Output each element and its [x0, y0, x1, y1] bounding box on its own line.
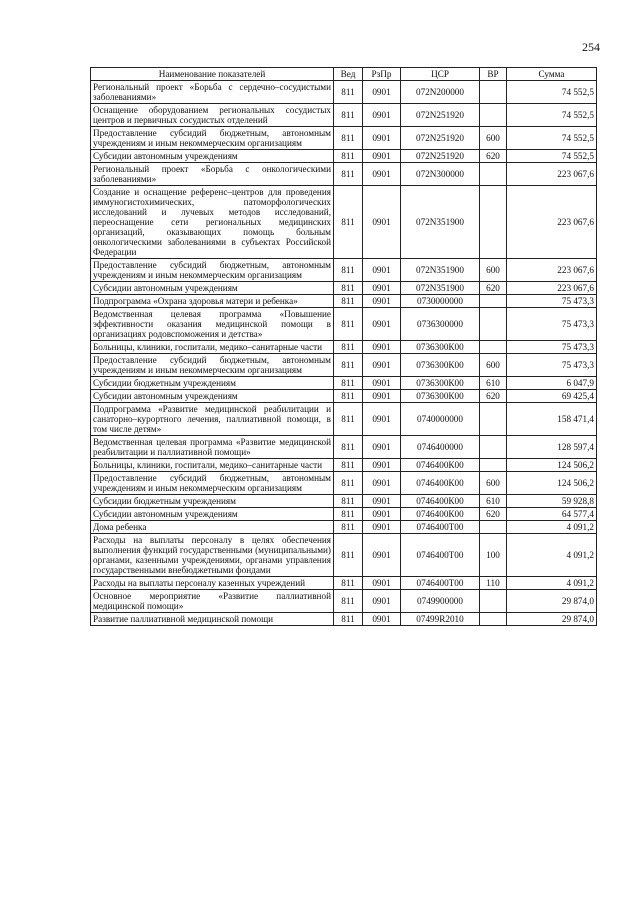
cell-csr: 072N251920 — [401, 127, 480, 150]
table-row — [91, 81, 597, 104]
header-name: Наименование показателей — [91, 68, 334, 81]
table-row — [91, 495, 597, 508]
table-row — [91, 295, 597, 308]
cell-sum: 75 473,3 — [507, 295, 597, 308]
cell-vr: 610 — [480, 377, 507, 390]
cell-csr: 072N351900 — [401, 282, 480, 295]
table-row — [91, 104, 597, 127]
cell-name: Предоставление субсидий бюджетным, автономным учреждениям и иным некоммерческим организациям — [91, 472, 334, 495]
cell-ved: 811 — [334, 577, 363, 590]
cell-sum: 223 067,6 — [507, 282, 597, 295]
cell-name: Ведомственная целевая программа «Развитие медицинской реабилитации и паллиативной помощи» — [91, 436, 334, 459]
cell-name: Развитие паллиативной медицинской помощи — [91, 613, 334, 626]
cell-csr: 0736300000 — [401, 308, 480, 341]
cell-rzpr: 0901 — [363, 81, 401, 104]
cell-ved: 811 — [334, 521, 363, 534]
cell-rzpr: 0901 — [363, 590, 401, 613]
cell-csr: 0746400К00 — [401, 508, 480, 521]
cell-name: Больницы, клиники, госпитали, медико–санитарные части — [91, 459, 334, 472]
cell-rzpr: 0901 — [363, 436, 401, 459]
cell-vr — [480, 521, 507, 534]
cell-csr: 0746400Т00 — [401, 577, 480, 590]
cell-sum: 128 597,4 — [507, 436, 597, 459]
cell-sum: 223 067,6 — [507, 259, 597, 282]
cell-rzpr: 0901 — [363, 282, 401, 295]
cell-rzpr: 0901 — [363, 472, 401, 495]
cell-vr: 620 — [480, 390, 507, 403]
header-ved: Вед — [334, 68, 363, 81]
table-row — [91, 127, 597, 150]
cell-sum: 74 552,5 — [507, 127, 597, 150]
cell-csr: 0740000000 — [401, 403, 480, 436]
cell-name: Дома ребенка — [91, 521, 334, 534]
table-row — [91, 354, 597, 377]
cell-name: Субсидии бюджетным учреждениям — [91, 495, 334, 508]
cell-name: Предоставление субсидий бюджетным, автономным учреждениям и иным некоммерческим организациям — [91, 354, 334, 377]
header-sum: Сумма — [507, 68, 597, 81]
table-row — [91, 613, 597, 626]
cell-rzpr: 0901 — [363, 390, 401, 403]
cell-sum: 64 577,4 — [507, 508, 597, 521]
cell-csr: 0736300К00 — [401, 377, 480, 390]
cell-vr — [480, 613, 507, 626]
table-row — [91, 534, 597, 577]
cell-rzpr: 0901 — [363, 259, 401, 282]
cell-sum: 223 067,6 — [507, 186, 597, 259]
cell-sum: 124 506,2 — [507, 459, 597, 472]
table-row — [91, 259, 597, 282]
cell-rzpr: 0901 — [363, 341, 401, 354]
cell-vr: 100 — [480, 534, 507, 577]
cell-ved: 811 — [334, 534, 363, 577]
cell-sum: 29 874,0 — [507, 590, 597, 613]
cell-vr: 600 — [480, 354, 507, 377]
cell-name: Субсидии автономным учреждениям — [91, 282, 334, 295]
cell-rzpr: 0901 — [363, 186, 401, 259]
cell-rzpr: 0901 — [363, 403, 401, 436]
cell-rzpr: 0901 — [363, 577, 401, 590]
cell-vr — [480, 186, 507, 259]
table-row — [91, 308, 597, 341]
cell-vr — [480, 436, 507, 459]
cell-sum: 75 473,3 — [507, 354, 597, 377]
cell-ved: 811 — [334, 341, 363, 354]
cell-csr: 07499R2010 — [401, 613, 480, 626]
cell-ved: 811 — [334, 282, 363, 295]
header-csr: ЦСР — [401, 68, 480, 81]
cell-csr: 0736300К00 — [401, 341, 480, 354]
header-rzpr: РзПр — [363, 68, 401, 81]
cell-csr: 072N300000 — [401, 163, 480, 186]
cell-name: Субсидии бюджетным учреждениям — [91, 377, 334, 390]
cell-sum: 4 091,2 — [507, 534, 597, 577]
cell-sum: 75 473,3 — [507, 308, 597, 341]
cell-vr: 620 — [480, 508, 507, 521]
cell-sum: 29 874,0 — [507, 613, 597, 626]
cell-vr: 110 — [480, 577, 507, 590]
cell-vr — [480, 341, 507, 354]
cell-rzpr: 0901 — [363, 459, 401, 472]
cell-name: Основное мероприятие «Развитие паллиативной медицинской помощи» — [91, 590, 334, 613]
cell-name: Предоставление субсидий бюджетным, автономным учреждениям и иным некоммерческим организациям — [91, 259, 334, 282]
cell-ved: 811 — [334, 163, 363, 186]
table-row — [91, 186, 597, 259]
cell-ved: 811 — [334, 295, 363, 308]
cell-name: Расходы на выплаты персоналу казенных учреждений — [91, 577, 334, 590]
cell-ved: 811 — [334, 127, 363, 150]
cell-vr — [480, 590, 507, 613]
cell-name: Субсидии автономным учреждениям — [91, 508, 334, 521]
cell-name: Субсидии автономным учреждениям — [91, 150, 334, 163]
cell-ved: 811 — [334, 259, 363, 282]
cell-ved: 811 — [334, 390, 363, 403]
table-row — [91, 341, 597, 354]
cell-name: Предоставление субсидий бюджетным, автономным учреждениям и иным некоммерческим организациям — [91, 127, 334, 150]
cell-vr — [480, 104, 507, 127]
cell-vr — [480, 81, 507, 104]
cell-csr: 0746400К00 — [401, 459, 480, 472]
table-row — [91, 459, 597, 472]
table-row — [91, 403, 597, 436]
table-row — [91, 150, 597, 163]
cell-csr: 0746400Т00 — [401, 534, 480, 577]
budget-table — [90, 67, 597, 626]
cell-ved: 811 — [334, 81, 363, 104]
cell-vr — [480, 295, 507, 308]
cell-name: Подпрограмма «Охрана здоровья матери и ребенка» — [91, 295, 334, 308]
cell-sum: 69 425,4 — [507, 390, 597, 403]
cell-ved: 811 — [334, 590, 363, 613]
cell-sum: 74 552,5 — [507, 104, 597, 127]
page-number: 254 — [582, 40, 600, 54]
cell-ved: 811 — [334, 186, 363, 259]
cell-sum: 223 067,6 — [507, 163, 597, 186]
cell-ved: 811 — [334, 403, 363, 436]
cell-vr: 600 — [480, 259, 507, 282]
cell-ved: 811 — [334, 495, 363, 508]
cell-sum: 158 471,4 — [507, 403, 597, 436]
cell-rzpr: 0901 — [363, 308, 401, 341]
cell-sum: 4 091,2 — [507, 577, 597, 590]
table-row — [91, 163, 597, 186]
cell-csr: 0749900000 — [401, 590, 480, 613]
cell-name: Оснащение оборудованием региональных сосудистых центров и первичных сосудистых отделений — [91, 104, 334, 127]
cell-csr: 0746400000 — [401, 436, 480, 459]
cell-sum: 74 552,5 — [507, 150, 597, 163]
cell-rzpr: 0901 — [363, 521, 401, 534]
header-vr: ВР — [480, 68, 507, 81]
cell-csr: 072N251920 — [401, 150, 480, 163]
cell-vr: 620 — [480, 150, 507, 163]
cell-name: Создание и оснащение референс–центров для проведения иммуногистохимических, патоморфологических исследований и лучевых методов исследований, переоснащение сети региональных медицинских организаций, оказывающих помощь больным онкологическими заболеваниями в субъектах Российской Федерации — [91, 186, 334, 259]
cell-csr: 072N351900 — [401, 186, 480, 259]
table-row — [91, 590, 597, 613]
cell-sum: 124 506,2 — [507, 472, 597, 495]
cell-rzpr: 0901 — [363, 150, 401, 163]
cell-csr: 0746400К00 — [401, 472, 480, 495]
table-row — [91, 436, 597, 459]
header-row — [91, 68, 597, 81]
cell-name: Региональный проект «Борьба с онкологическими заболеваниями» — [91, 163, 334, 186]
cell-ved: 811 — [334, 508, 363, 521]
cell-sum: 74 552,5 — [507, 81, 597, 104]
cell-vr: 600 — [480, 472, 507, 495]
table-row — [91, 508, 597, 521]
cell-vr — [480, 403, 507, 436]
cell-rzpr: 0901 — [363, 163, 401, 186]
cell-rzpr: 0901 — [363, 508, 401, 521]
cell-sum: 59 928,8 — [507, 495, 597, 508]
cell-csr: 0736300К00 — [401, 390, 480, 403]
cell-csr: 072N200000 — [401, 81, 480, 104]
cell-ved: 811 — [334, 436, 363, 459]
cell-ved: 811 — [334, 459, 363, 472]
cell-ved: 811 — [334, 377, 363, 390]
cell-rzpr: 0901 — [363, 354, 401, 377]
table-body — [91, 81, 597, 626]
cell-sum: 4 091,2 — [507, 521, 597, 534]
cell-vr — [480, 308, 507, 341]
cell-vr: 610 — [480, 495, 507, 508]
cell-vr — [480, 163, 507, 186]
cell-rzpr: 0901 — [363, 534, 401, 577]
cell-vr: 620 — [480, 282, 507, 295]
cell-rzpr: 0901 — [363, 495, 401, 508]
table-header — [91, 68, 597, 81]
cell-rzpr: 0901 — [363, 613, 401, 626]
cell-name: Больницы, клиники, госпитали, медико–санитарные части — [91, 341, 334, 354]
table-row — [91, 521, 597, 534]
table-row — [91, 390, 597, 403]
cell-sum: 6 047,9 — [507, 377, 597, 390]
cell-ved: 811 — [334, 150, 363, 163]
cell-vr — [480, 459, 507, 472]
cell-ved: 811 — [334, 354, 363, 377]
cell-ved: 811 — [334, 472, 363, 495]
cell-name: Субсидии автономным учреждениям — [91, 390, 334, 403]
cell-csr: 0736300К00 — [401, 354, 480, 377]
table-row — [91, 472, 597, 495]
cell-csr: 072N251920 — [401, 104, 480, 127]
cell-ved: 811 — [334, 308, 363, 341]
cell-name: Региональный проект «Борьба с сердечно–сосудистыми заболеваниями» — [91, 81, 334, 104]
table-row — [91, 282, 597, 295]
cell-vr: 600 — [480, 127, 507, 150]
cell-csr: 072N351900 — [401, 259, 480, 282]
cell-sum: 75 473,3 — [507, 341, 597, 354]
cell-name: Расходы на выплаты персоналу в целях обеспечения выполнения функций государственными (муниципальными) органами, казенными учреждениями, органами управления государственными внебюджетными фондами — [91, 534, 334, 577]
cell-rzpr: 0901 — [363, 104, 401, 127]
cell-name: Ведомственная целевая программа «Повышение эффективности оказания медицинской помощи в организациях родовспоможения и детства» — [91, 308, 334, 341]
cell-rzpr: 0901 — [363, 377, 401, 390]
cell-name: Подпрограмма «Развитие медицинской реабилитации и санаторно–курортного лечения, паллиативной помощи, в том числе детям» — [91, 403, 334, 436]
table-row — [91, 577, 597, 590]
cell-csr: 0730000000 — [401, 295, 480, 308]
cell-ved: 811 — [334, 613, 363, 626]
cell-csr: 0746400К00 — [401, 495, 480, 508]
cell-rzpr: 0901 — [363, 295, 401, 308]
cell-csr: 0746400Т00 — [401, 521, 480, 534]
cell-ved: 811 — [334, 104, 363, 127]
cell-rzpr: 0901 — [363, 127, 401, 150]
table-row — [91, 377, 597, 390]
